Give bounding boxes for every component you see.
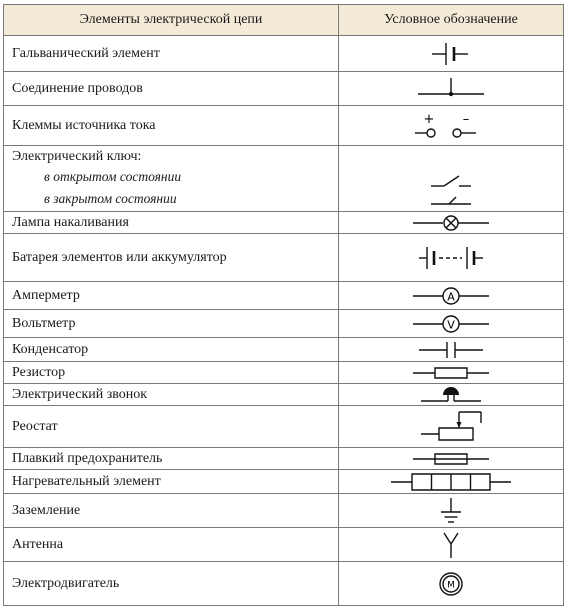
antenna-icon xyxy=(391,530,511,560)
row-label: Соединение проводов xyxy=(4,72,339,106)
table-row xyxy=(4,36,564,72)
header-row xyxy=(4,5,564,36)
header-symbol: Условное обозначение xyxy=(339,5,564,36)
voltmeter-letter: V xyxy=(447,318,455,331)
table-row xyxy=(4,72,564,106)
table-row xyxy=(4,406,564,448)
header-elements: Элементы электрической цепи xyxy=(4,5,339,36)
row-label: Заземление xyxy=(4,494,339,528)
capacitor-icon xyxy=(391,339,511,361)
fuse-icon xyxy=(391,449,511,469)
table-row xyxy=(4,448,564,470)
row-label: Электрический звонок xyxy=(4,384,339,406)
switch-closed-label: в закрытом состоянии xyxy=(44,190,177,206)
motor-letter: M xyxy=(447,580,455,590)
ground-icon xyxy=(391,496,511,526)
row-label: Плавкий предохранитель xyxy=(4,448,339,470)
table-row xyxy=(4,494,564,528)
row-label: Конденсатор xyxy=(4,338,339,362)
row-label: Вольтметр xyxy=(4,310,339,338)
table-row xyxy=(4,362,564,384)
battery-icon xyxy=(391,236,511,280)
row-label: Гальванический элемент xyxy=(4,36,339,72)
ammeter-letter: A xyxy=(447,290,455,303)
plus-sign: + xyxy=(423,111,435,127)
table-row xyxy=(4,384,564,406)
switch-open-label: в открытом состоянии xyxy=(44,168,182,184)
row-label: Лампа накаливания xyxy=(4,212,339,234)
table-row xyxy=(4,310,564,338)
table-row xyxy=(4,338,564,362)
galvanic-cell-icon xyxy=(391,38,511,70)
heater-icon xyxy=(386,471,516,493)
row-label: Резистор xyxy=(4,362,339,384)
ammeter-icon xyxy=(391,283,511,309)
row-label: Батарея элементов или аккумулятор xyxy=(4,234,339,282)
row-label: Электродвигатель xyxy=(4,562,339,606)
resistor-icon xyxy=(391,363,511,383)
table-row xyxy=(4,562,564,606)
bell-icon xyxy=(391,385,511,405)
table-row xyxy=(4,106,564,146)
table-row xyxy=(4,234,564,282)
switch-icon xyxy=(391,148,511,210)
wire-junction-icon xyxy=(391,74,511,104)
row-label: Амперметр xyxy=(4,282,339,310)
terminals-icon xyxy=(391,108,511,144)
table-row xyxy=(4,282,564,310)
table-row xyxy=(4,212,564,234)
symbols-table xyxy=(3,4,564,606)
voltmeter-icon xyxy=(391,311,511,337)
row-label: Реостат xyxy=(4,406,339,448)
row-label: Клеммы источника тока xyxy=(4,106,339,146)
row-label: Электрический ключ: xyxy=(12,148,142,164)
row-label: Нагревательный элемент xyxy=(4,470,339,494)
table-row xyxy=(4,528,564,562)
table-row xyxy=(4,146,564,212)
row-label: Антенна xyxy=(4,528,339,562)
rheostat-icon xyxy=(391,407,511,447)
motor-icon xyxy=(391,565,511,603)
lamp-icon xyxy=(391,213,511,233)
minus-sign: – xyxy=(462,111,470,127)
table-row xyxy=(4,470,564,494)
